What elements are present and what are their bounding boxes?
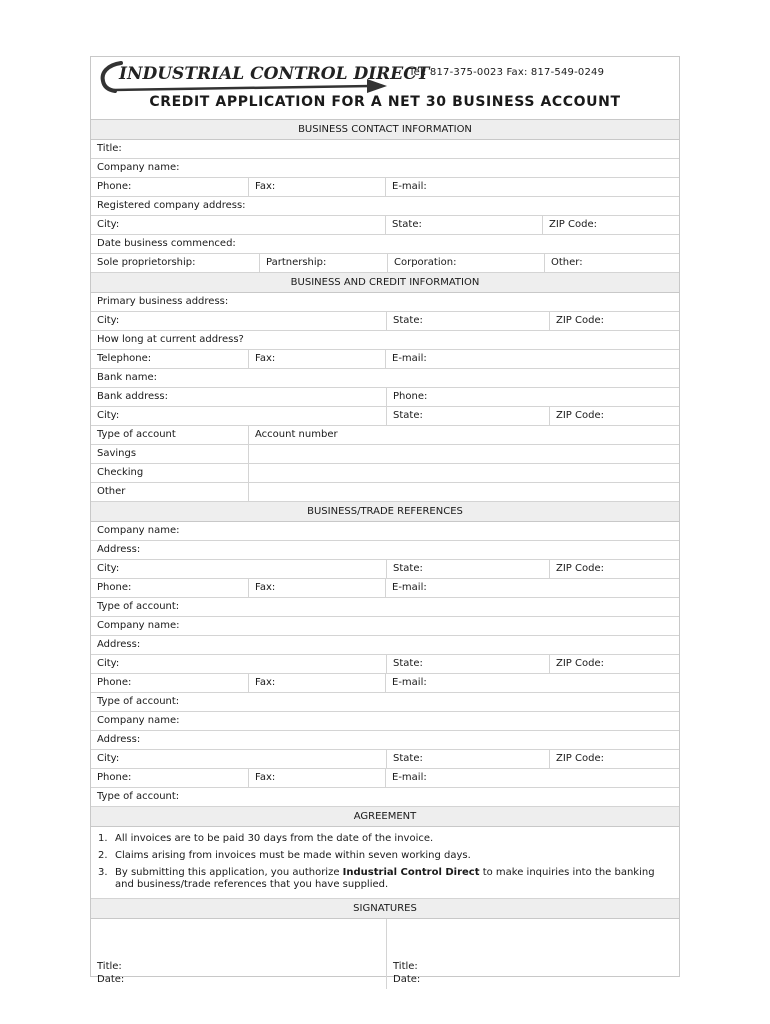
form-field[interactable]: E-mail: [385, 769, 679, 787]
form-row [91, 235, 679, 254]
form-row [91, 598, 679, 617]
form-field[interactable]: Type of account: [97, 791, 180, 802]
form-field[interactable]: Address: [97, 544, 141, 555]
form-row [91, 293, 679, 312]
form-row [91, 541, 679, 560]
form-field[interactable]: Other [97, 486, 126, 497]
form-field[interactable]: Registered company address: [97, 200, 246, 211]
form-field[interactable]: Address: [97, 734, 141, 745]
form-field[interactable]: Address: [97, 639, 141, 650]
form-field[interactable]: City: [97, 658, 120, 669]
form-field[interactable]: Fax: [248, 769, 385, 787]
form-row [91, 483, 679, 502]
form-row [91, 788, 679, 807]
form-field[interactable]: Company name: [97, 715, 180, 726]
form-field[interactable]: Date business commenced: [97, 238, 236, 249]
form-row [91, 216, 679, 235]
item-number: 1. [98, 833, 108, 844]
form-field[interactable]: Phone: [97, 772, 132, 783]
form-field[interactable]: Phone: [97, 181, 132, 192]
form-field[interactable]: Type of account [97, 429, 176, 440]
form-field[interactable]: ZIP Code: [549, 655, 679, 673]
form-row [91, 254, 679, 273]
form-row [91, 197, 679, 216]
section-signatures: SIGNATURES [91, 899, 679, 919]
agreement-text-end: to make inquiries into the banking and business/trade references that you have supplied. [115, 867, 655, 890]
form-row [91, 331, 679, 350]
form-row [91, 369, 679, 388]
page-title: CREDIT APPLICATION FOR A NET 30 BUSINESS ACCOUNT [149, 94, 621, 110]
form-row [91, 312, 679, 331]
form-field[interactable]: City: [97, 563, 120, 574]
form-field[interactable] [248, 464, 679, 482]
item-number: 3. [98, 867, 108, 878]
form-field[interactable]: Fax: [248, 350, 385, 368]
form-field[interactable]: Company name: [97, 525, 180, 536]
signature-title-label: Title: [97, 961, 122, 972]
form-field[interactable]: State: [385, 216, 542, 234]
form-field[interactable]: State: [386, 750, 549, 768]
form-row [91, 178, 679, 197]
section-business-credit: BUSINESS AND CREDIT INFORMATION [91, 273, 679, 293]
form-field[interactable]: Type of account: [97, 601, 180, 612]
form-field[interactable]: City: [97, 315, 120, 326]
form-field[interactable]: Fax: [248, 178, 385, 196]
form-field[interactable]: Phone: [97, 582, 132, 593]
form-field[interactable]: Primary business address: [97, 296, 229, 307]
form-field[interactable]: City: [97, 410, 120, 421]
form-row [91, 731, 679, 750]
form-field[interactable]: State: [386, 312, 549, 330]
form-row [91, 560, 679, 579]
form-field[interactable]: Phone: [97, 677, 132, 688]
form-field[interactable]: City: [97, 219, 120, 230]
business-contact-block [91, 140, 679, 273]
agreement-item [98, 867, 671, 891]
form-field[interactable]: Company name: [97, 162, 180, 173]
form-field[interactable]: Title: [97, 143, 122, 154]
form-field[interactable]: Phone: [386, 388, 679, 406]
agreement-text: All invoices are to be paid 30 days from the date of the invoice. [115, 833, 434, 844]
form-row [91, 617, 679, 636]
form-field[interactable]: City: [97, 753, 120, 764]
form-field[interactable]: ZIP Code: [549, 312, 679, 330]
form-field[interactable] [248, 445, 679, 463]
form-field[interactable]: Bank name: [97, 372, 158, 383]
agreement-text-start: By submitting this application, you authorize [115, 867, 343, 878]
signature-area [91, 919, 679, 989]
section-business-contact: BUSINESS CONTACT INFORMATION [91, 120, 679, 140]
section-trade-references: BUSINESS/TRADE REFERENCES [91, 502, 679, 522]
form-field[interactable]: State: [386, 407, 549, 425]
form-field[interactable]: Partnership: [259, 254, 387, 272]
form-row [91, 674, 679, 693]
signature-right[interactable] [386, 919, 679, 989]
form-row [91, 140, 679, 159]
form-field[interactable]: State: [386, 560, 549, 578]
form-field[interactable]: Bank address: [97, 391, 168, 402]
form-field[interactable] [248, 483, 679, 501]
form-field[interactable]: ZIP Code: [549, 560, 679, 578]
agreement-item [98, 833, 671, 845]
form-row [91, 712, 679, 731]
form-row [91, 426, 679, 445]
form-row [91, 750, 679, 769]
credit-application-form [90, 56, 680, 985]
agreement-text [115, 867, 671, 891]
form-field[interactable]: ZIP Code: [542, 216, 679, 234]
item-number: 2. [98, 850, 108, 861]
form-row [91, 579, 679, 598]
form-field[interactable]: Fax: [248, 674, 385, 692]
form-field[interactable]: How long at current address? [97, 334, 244, 345]
form-field[interactable]: ZIP Code: [549, 750, 679, 768]
business-credit-block [91, 293, 679, 502]
form-field[interactable]: Telephone: [97, 353, 152, 364]
form-field[interactable]: Company name: [97, 620, 180, 631]
company-name-bold: Industrial Control Direct [342, 867, 480, 878]
form-field[interactable]: State: [386, 655, 549, 673]
form-row [91, 388, 679, 407]
signature-date-label: Date: [97, 974, 125, 985]
section-agreement: AGREEMENT [91, 807, 679, 827]
agreement-item [98, 850, 671, 862]
form-field[interactable]: Savings [97, 448, 137, 459]
signature-left[interactable] [91, 919, 386, 989]
form-field[interactable]: Fax: [248, 579, 385, 597]
form-field[interactable]: Corporation: [387, 254, 544, 272]
form-field[interactable]: E-mail: [385, 674, 679, 692]
signature-title-label: Title: [393, 961, 418, 972]
form-field[interactable]: Other: [544, 254, 679, 272]
agreement-terms [91, 827, 679, 899]
form-field[interactable]: E-mail: [385, 178, 679, 196]
form-row [91, 464, 679, 483]
form-row [91, 407, 679, 426]
company-logo [99, 59, 430, 93]
form-field[interactable]: E-mail: [385, 350, 679, 368]
form-row [91, 445, 679, 464]
form-header [91, 57, 679, 120]
form-row [91, 769, 679, 788]
form-field[interactable]: Checking [97, 467, 144, 478]
agreement-text: Claims arising from invoices must be made within seven working days. [115, 850, 471, 861]
contact-numbers: Tel: 817-375-0023 Fax: 817-549-0249 [409, 67, 605, 78]
signature-date-label: Date: [393, 974, 421, 985]
logo-text: INDUSTRIAL CONTROL DIRECT [119, 64, 430, 84]
form-row [91, 159, 679, 178]
form-field[interactable]: E-mail: [385, 579, 679, 597]
trade-references-block [91, 522, 679, 807]
form-row [91, 693, 679, 712]
form-field[interactable]: Account number [248, 426, 679, 444]
form-row [91, 655, 679, 674]
form-field[interactable]: Sole proprietorship: [97, 257, 196, 268]
form-row [91, 350, 679, 369]
form-field[interactable]: ZIP Code: [549, 407, 679, 425]
form-field[interactable]: Type of account: [97, 696, 180, 707]
form-row [91, 522, 679, 541]
form-row [91, 636, 679, 655]
